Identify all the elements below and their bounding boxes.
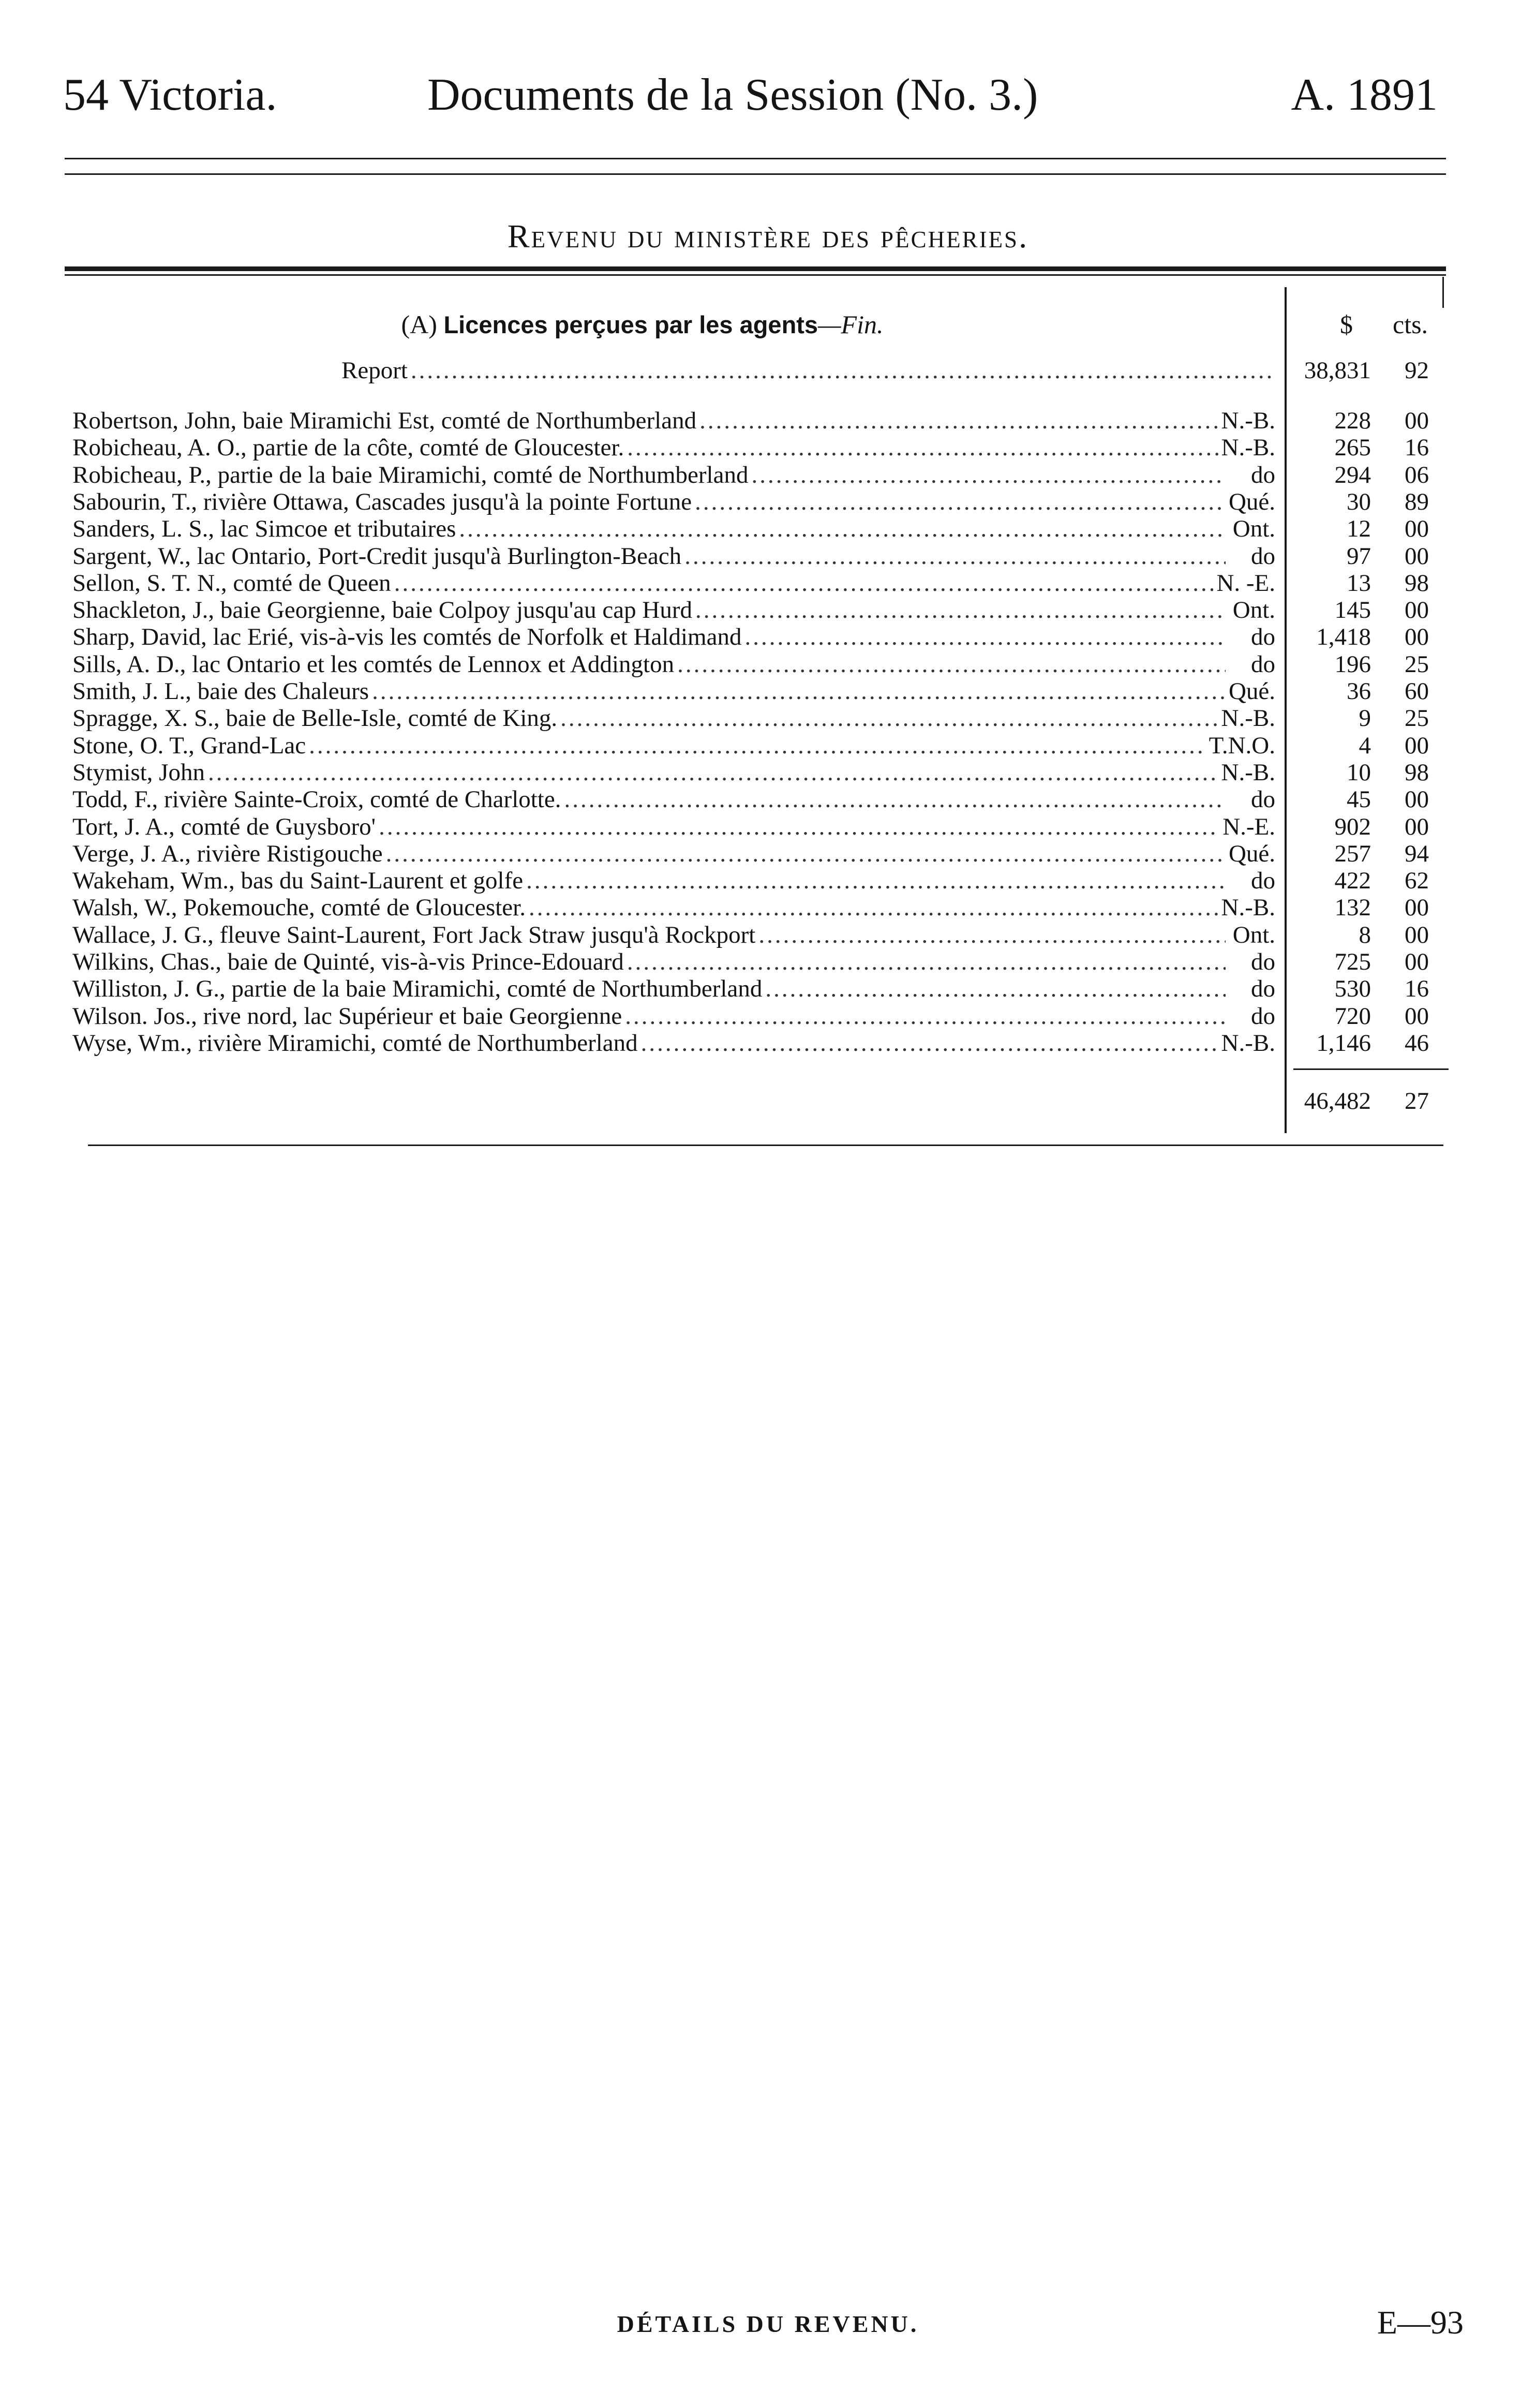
table-row [0,515,1536,542]
row-description: Verge, J. A., rivière Ristigouche [72,840,383,867]
row-dollars: 12 [1347,515,1371,542]
row-cents: 46 [1405,1030,1429,1057]
leader-dots [564,786,1226,813]
row-dollars: 45 [1347,786,1371,813]
row-province: do [1251,867,1275,894]
row-province: do [1251,1003,1275,1030]
table-row [0,921,1536,948]
table-subtitle [0,309,1285,339]
table-row [0,678,1536,705]
row-province: N.-B. [1221,434,1275,461]
header-document-title: Documents de la Session (No. 3.) [427,70,1038,120]
row-province: do [1251,543,1275,570]
leader-dots [394,570,1214,597]
table-row [0,705,1536,732]
row-entry [72,678,1275,705]
table-row [0,543,1536,570]
unit-cents-header: cts. [1393,310,1428,339]
table-row [0,407,1536,434]
total-dollars: 46,482 [1304,1088,1371,1114]
leader-dots [684,543,1226,570]
row-entry [72,975,1275,1002]
row-description: Wilkins, Chas., baie de Quinté, vis-à-vis Prince-Edouard [72,948,624,975]
row-description: Stymist, John [72,759,205,786]
row-entry [72,407,1275,434]
row-description: Robicheau, A. O., partie de la côte, comté de Gloucester. [72,434,624,461]
row-entry [72,651,1275,678]
row-dollars: 36 [1347,678,1371,705]
table-row [0,840,1536,867]
row-province: N.-B. [1221,894,1275,921]
row-entry [72,488,1275,515]
row-cents: 00 [1405,813,1429,840]
leader-dots [379,813,1219,840]
row-description: Sanders, L. S., lac Simcoe et tributaires [72,515,456,542]
row-entry [72,894,1275,921]
row-dollars: 9 [1359,705,1371,732]
table-row [0,597,1536,623]
row-cents: 00 [1405,543,1429,570]
table-right-border [1442,277,1444,308]
row-cents: 98 [1405,759,1429,786]
row-cents: 00 [1405,786,1429,813]
row-dollars: 720 [1334,1003,1371,1030]
row-cents: 89 [1405,488,1429,515]
row-entry [72,759,1275,786]
row-description: Sabourin, T., rivière Ottawa, Cascades jusqu'à la pointe Fortune [72,488,692,515]
row-dollars: 257 [1334,840,1371,867]
row-description: Walsh, W., Pokemouche, comté de Gloucester. [72,894,526,921]
table-row [0,1003,1536,1030]
row-cents: 60 [1405,678,1429,705]
row-province: do [1251,948,1275,975]
row-entry [72,1003,1275,1030]
row-entry [72,948,1275,975]
leader-dots [758,921,1226,948]
row-dollars: 725 [1334,948,1371,975]
leader-dots [627,948,1226,975]
row-province: Qué. [1228,488,1275,515]
unit-dollars-header: $ [1340,310,1353,339]
row-dollars: 30 [1347,488,1371,515]
row-dollars: 530 [1334,975,1371,1002]
leader-dots [699,407,1218,434]
table-bottom-rule [88,1144,1443,1146]
report-cents: 92 [1405,357,1429,384]
row-entry [72,543,1275,570]
leader-dots [309,732,1205,759]
report-label-cell [341,357,1275,384]
leader-dots [641,1030,1218,1057]
row-entry [72,705,1275,732]
footer-page-number: E—93 [1377,2304,1464,2341]
row-entry [72,434,1275,461]
row-province: do [1251,651,1275,678]
section-title: Revenu du ministère des pêcheries. [507,218,1029,255]
row-entry [72,921,1275,948]
row-cents: 00 [1405,921,1429,948]
row-cents: 00 [1405,732,1429,759]
header-rule-bottom [65,173,1446,175]
leader-dots [695,488,1226,515]
row-entry [72,623,1275,650]
leader-dots [765,975,1226,1002]
row-entry [72,867,1275,894]
row-dollars: 265 [1334,434,1371,461]
total-cents: 27 [1405,1088,1429,1114]
row-entry [72,786,1275,813]
row-province: Ont. [1232,921,1275,948]
row-province: do [1251,786,1275,813]
row-dollars: 8 [1359,921,1371,948]
subtitle-prefix: (A) [401,310,437,339]
leader-dots [677,651,1226,678]
leader-dots [744,623,1226,650]
table-rule-thin [65,274,1446,276]
table-rule-thick [65,266,1446,271]
row-description: Wakeham, Wm., bas du Saint-Laurent et golfe [72,867,524,894]
row-cents: 00 [1405,623,1429,650]
table-row [0,1030,1536,1057]
table-row [0,894,1536,921]
leader-dots [208,759,1218,786]
total-row [0,1088,1536,1114]
row-province: N.-B. [1221,1030,1275,1057]
row-dollars: 132 [1334,894,1371,921]
row-dollars: 228 [1334,407,1371,434]
row-cents: 00 [1405,894,1429,921]
row-cents: 98 [1405,570,1429,597]
leader-dots [459,515,1226,542]
row-cents: 62 [1405,867,1429,894]
row-province: T.N.O. [1209,732,1275,759]
row-province: N. -E. [1216,570,1275,597]
row-dollars: 422 [1334,867,1371,894]
leader-dots [627,434,1218,461]
row-entry [72,515,1275,542]
row-description: Robicheau, P., partie de la baie Miramichi, comté de Northumberland [72,462,749,488]
row-description: Williston, J. G., partie de la baie Miramichi, comté de Northumberland [72,975,763,1002]
row-province: Ont. [1232,597,1275,623]
row-description: Spragge, X. S., baie de Belle-Isle, comté de King. [72,705,558,732]
row-entry [72,732,1275,759]
leader-dots [372,678,1226,705]
row-description: Sills, A. D., lac Ontario et les comtés de Lennox et Addington [72,651,675,678]
row-dollars: 1,146 [1316,1030,1371,1057]
row-province: N.-B. [1221,705,1275,732]
leader-dots [411,357,1272,384]
row-cents: 25 [1405,651,1429,678]
total-rule [1293,1068,1449,1070]
row-entry [72,840,1275,867]
table-row [0,867,1536,894]
row-description: Sharp, David, lac Erié, vis-à-vis les comtés de Norfolk et Haldimand [72,623,742,650]
row-description: Wallace, J. G., fleuve Saint-Laurent, Fort Jack Straw jusqu'à Rockport [72,921,756,948]
table-row [0,651,1536,678]
row-cents: 00 [1405,597,1429,623]
row-cents: 16 [1405,434,1429,461]
row-description: Wilson. Jos., rive nord, lac Supérieur et baie Georgienne [72,1003,622,1030]
leader-dots [560,705,1218,732]
report-dollars: 38,831 [1304,357,1371,384]
row-province: N.-E. [1222,813,1275,840]
row-description: Stone, O. T., Grand-Lac [72,732,306,759]
table-row [0,732,1536,759]
table-row [0,488,1536,515]
row-cents: 00 [1405,407,1429,434]
row-entry [72,462,1275,488]
row-dollars: 196 [1334,651,1371,678]
row-province: Qué. [1228,678,1275,705]
row-entry [72,597,1275,623]
table-row [0,948,1536,975]
table-row [0,786,1536,813]
row-dollars: 145 [1334,597,1371,623]
row-description: Sargent, W., lac Ontario, Port-Credit jusqu'à Burlington-Beach [72,543,682,570]
leader-dots [529,894,1218,921]
row-dollars: 10 [1347,759,1371,786]
row-description: Wyse, Wm., rivière Miramichi, comté de Northumberland [72,1030,638,1057]
row-description: Tort, J. A., comté de Guysboro' [72,813,376,840]
row-dollars: 13 [1347,570,1371,597]
table-row [0,975,1536,1002]
row-province: do [1251,975,1275,1002]
row-cents: 06 [1405,462,1429,488]
table-row [0,434,1536,461]
footer-title: DÉTAILS DU REVENU. [617,2311,919,2337]
table-row [0,813,1536,840]
row-cents: 16 [1405,975,1429,1002]
table-row [0,759,1536,786]
header-page-code: A. 1891 [1291,70,1438,120]
leader-dots [751,462,1226,488]
row-entry [72,1030,1275,1057]
row-entry [72,570,1275,597]
row-province: do [1251,623,1275,650]
row-description: Sellon, S. T. N., comté de Queen [72,570,391,597]
row-cents: 94 [1405,840,1429,867]
row-dollars: 1,418 [1316,623,1371,650]
row-description: Todd, F., rivière Sainte-Croix, comté de Charlotte. [72,786,561,813]
row-description: Smith, J. L., baie des Chaleurs [72,678,369,705]
leader-dots [695,597,1226,623]
row-province: N.-B. [1221,407,1275,434]
row-cents: 00 [1405,515,1429,542]
leader-dots [386,840,1226,867]
row-cents: 00 [1405,948,1429,975]
row-cents: 25 [1405,705,1429,732]
report-row [0,357,1536,384]
row-dollars: 294 [1334,462,1371,488]
table-row [0,570,1536,597]
row-description: Shackleton, J., baie Georgienne, baie Colpoy jusqu'au cap Hurd [72,597,692,623]
leader-dots [625,1003,1226,1030]
row-description: Robertson, John, baie Miramichi Est, comté de Northumberland [72,407,697,434]
row-province: Ont. [1232,515,1275,542]
row-entry [72,813,1275,840]
row-province: Qué. [1228,840,1275,867]
row-cents: 00 [1405,1003,1429,1030]
report-label: Report [341,357,408,384]
leader-dots [526,867,1226,894]
subtitle-bold: Licences perçues par les agents [443,311,818,338]
table-row [0,462,1536,488]
row-dollars: 4 [1359,732,1371,759]
table-row [0,623,1536,650]
subtitle-italic: —Fin. [818,310,884,339]
row-province: N.-B. [1221,759,1275,786]
row-dollars: 97 [1347,543,1371,570]
header-rule-top [65,158,1446,159]
header-session-year: 54 Victoria. [63,70,277,120]
row-province: do [1251,462,1275,488]
row-dollars: 902 [1334,813,1371,840]
